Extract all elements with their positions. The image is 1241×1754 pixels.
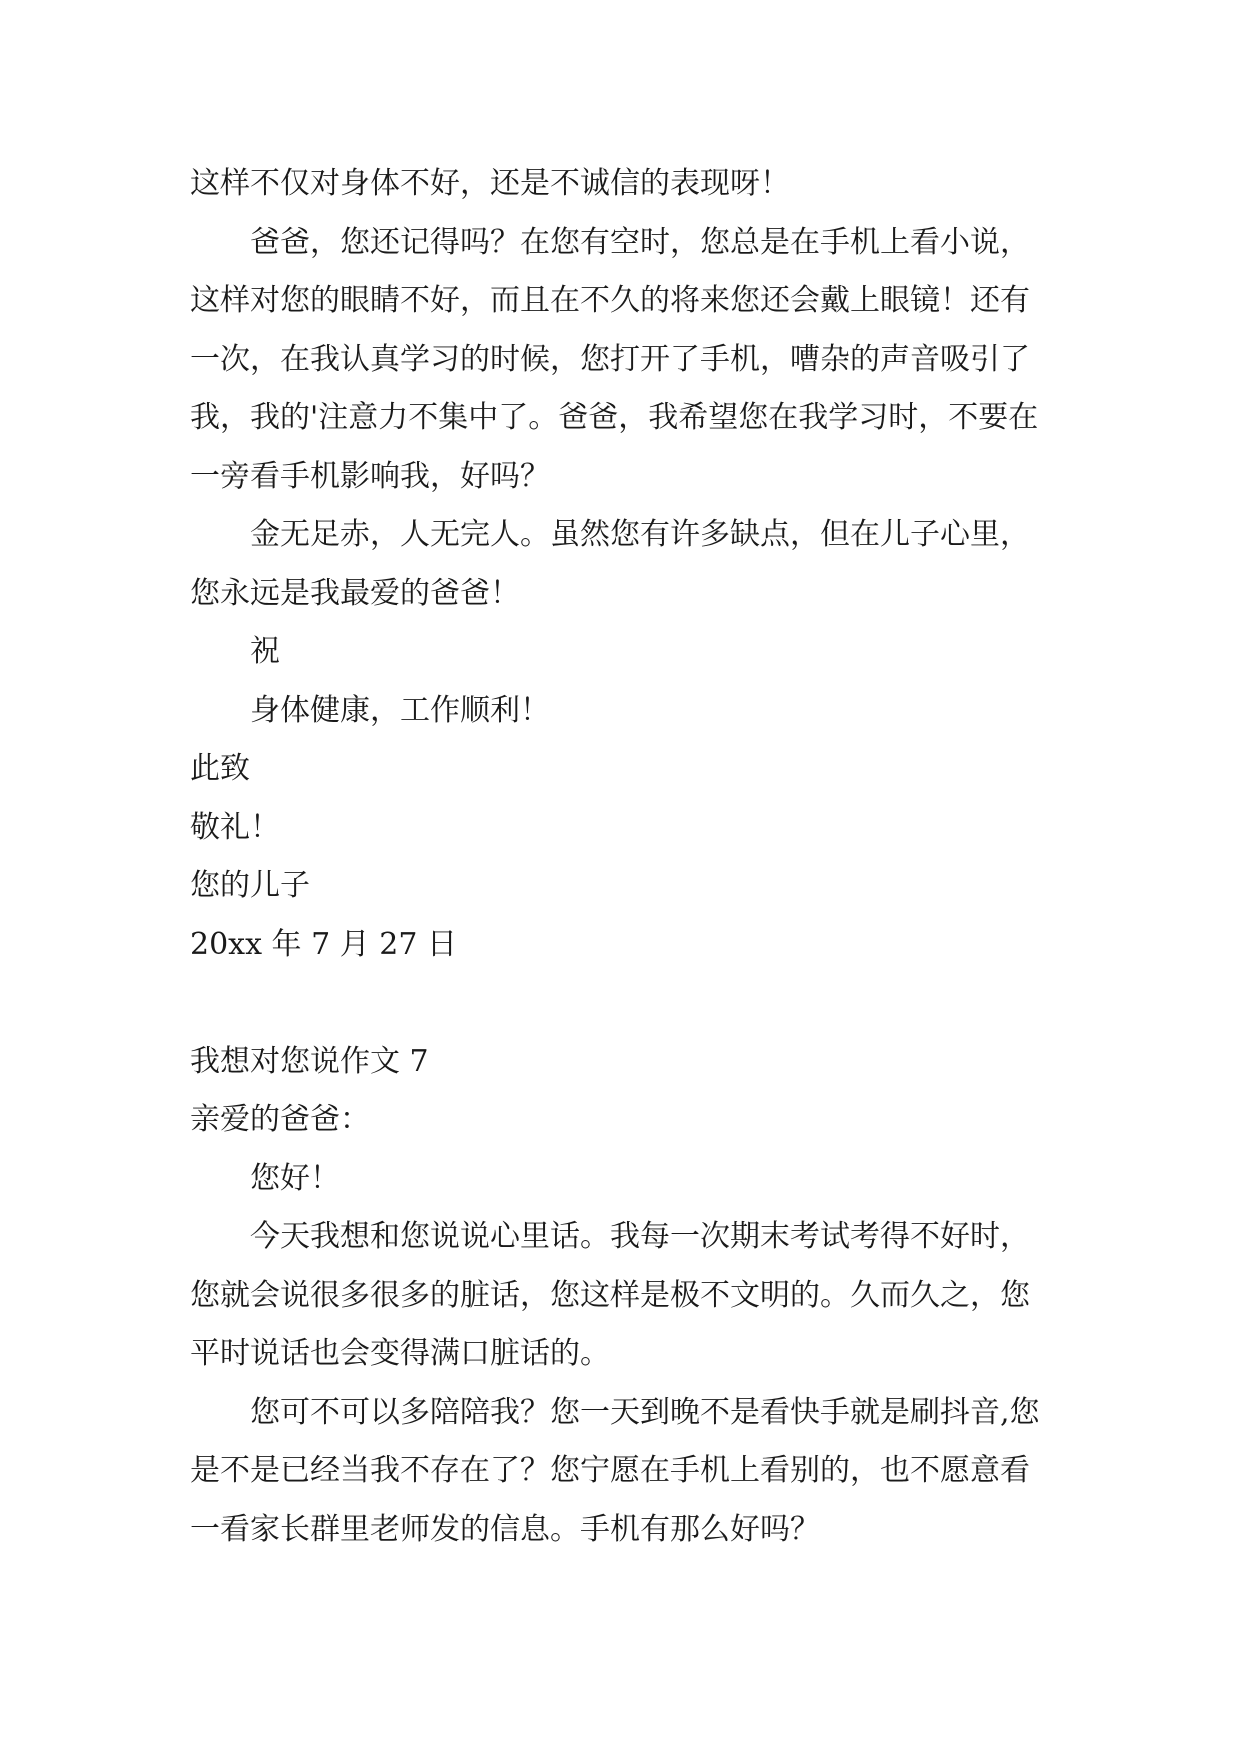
wish-heading: 祝 — [250, 634, 280, 669]
closing-salutation: 此致 — [190, 751, 250, 786]
paragraph-continuation: 这样不仅对身体不好，还是不诚信的表现呀！ — [190, 166, 790, 201]
closing-respect: 敬礼！ — [190, 809, 280, 845]
greeting: 亲爱的爸爸： — [190, 1102, 370, 1137]
hello-line: 您好！ — [250, 1160, 340, 1196]
wish-text: 身体健康，工作顺利！ — [250, 692, 550, 728]
paragraph-perfect-dad: 金无足赤，人无完人。虽然您有许多缺点，但在儿子心里，您永远是我最爱的爸爸！ — [190, 517, 1030, 611]
paragraph-phone-time: 您可不可以多陪陪我？您一天到晚不是看快手就是刷抖音,您是不是已经当我不存在了？您宁愿在手机上看别的，也不愿意看一看家长群里老师发的信息。手机有那么好吗？ — [190, 1394, 1040, 1547]
essay-title: 我想对您说作文 7 — [190, 1043, 429, 1079]
signature: 您的儿子 — [190, 868, 310, 903]
letter-date: 20xx 年 7 月 27 日 — [190, 926, 457, 962]
paragraph-exam-words: 今天我想和您说说心里话。我每一次期末考试考得不好时，您就会说很多很多的脏话，您这样是极不文明的。久而久之，您平时说话也会变得满口脏话的。 — [190, 1219, 1030, 1371]
document-body — [190, 155, 1050, 1559]
section-spacer — [190, 974, 1050, 1033]
paragraph-novel-reading: 爸爸，您还记得吗？在您有空时，您总是在手机上看小说，这样对您的眼睛不好，而且在不久的将来您还会戴上眼镜！还有一次，在我认真学习的时候，您打开了手机，嘈杂的声音吸引了我，我的'注意力不集中了。爸爸，我希望您在我学习时，不要在一旁看手机影响我，好吗？ — [190, 224, 1039, 494]
